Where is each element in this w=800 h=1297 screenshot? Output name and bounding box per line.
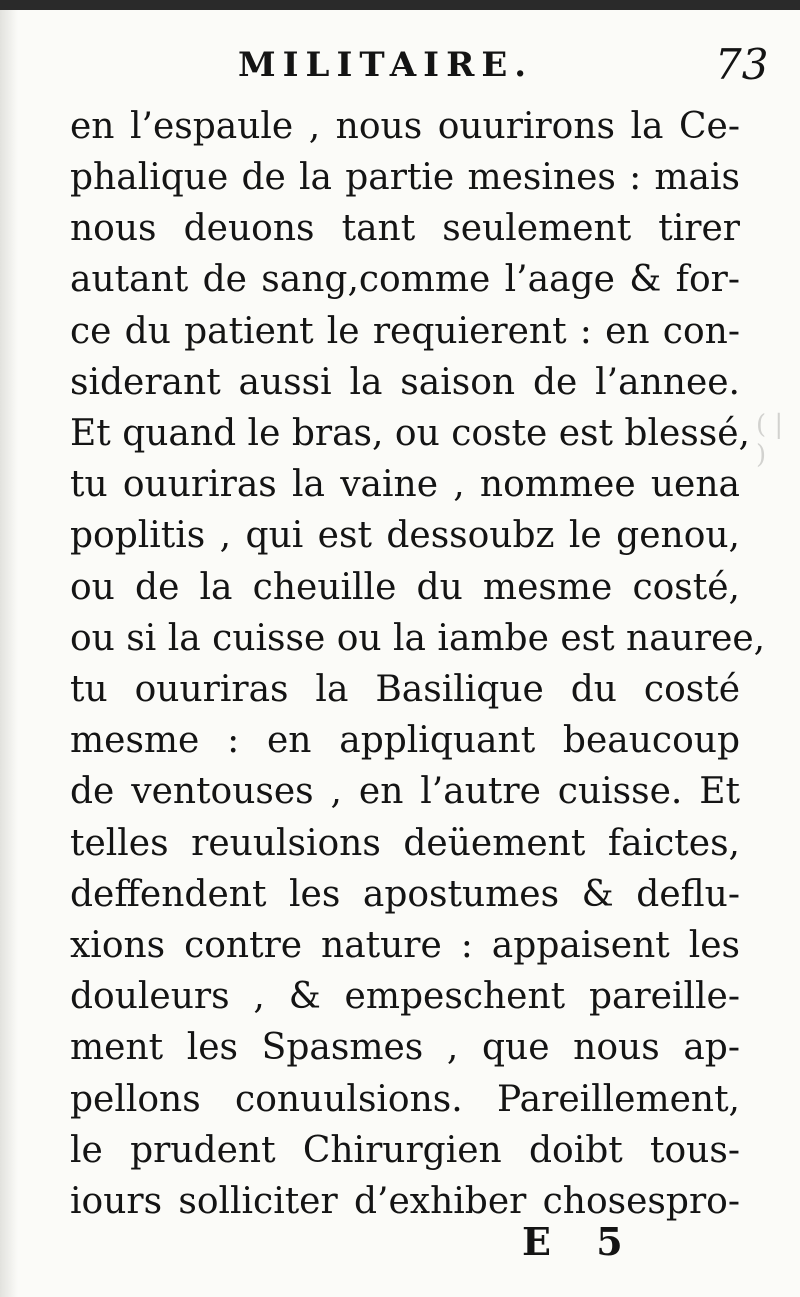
text-line: le prudent Chirurgien doibt tous-	[70, 1130, 740, 1171]
page-number: 73	[715, 40, 769, 89]
signature-mark: E 5	[522, 1219, 639, 1264]
text-line: iours solliciter d’exhiber chosespro-	[70, 1181, 740, 1222]
text-line: ment les Spasmes , que nous ap-	[70, 1027, 740, 1068]
text-line: deffendent les apostumes & deflu-	[70, 874, 740, 915]
text-line: autant de sang,comme l’aage & for-	[70, 259, 740, 300]
text-line: mesme : en appliquant beaucoup	[70, 720, 740, 761]
text-line: Et quand le bras, ou coste est blessé,	[70, 413, 750, 454]
text-line: douleurs , & empeschent pareille-	[70, 976, 740, 1017]
text-line: phalique de la partie mesines : mais	[70, 157, 740, 198]
text-line: ce du patient le requierent : en con-	[70, 311, 740, 352]
text-line: tu ouuriras la vaine , nommee uena	[70, 464, 740, 505]
text-line: nous deuons tant seulement tirer	[70, 208, 740, 249]
text-line: ou de la cheuille du mesme costé,	[70, 567, 740, 608]
text-line: xions contre nature : appaisent les	[70, 925, 740, 966]
show-through-bleed: ( | )	[756, 410, 784, 470]
text-line: pellons conuulsions. Pareillement,	[70, 1079, 740, 1120]
text-line: de ventouses , en l’autre cuisse. Et	[70, 771, 740, 812]
text-line: tu ouuriras la Basilique du costé	[70, 669, 740, 710]
text-line: poplitis , qui est dessoubz le genou,	[70, 515, 740, 556]
running-head: MILITAIRE.	[238, 45, 534, 85]
text-line: siderant aussi la saison de l’annee.	[70, 362, 740, 403]
text-line: en l’espaule , nous ouurirons la Ce-	[70, 106, 740, 147]
text-line: telles reuulsions deüement faictes,	[70, 823, 740, 864]
text-line: ou si la cuisse ou la iambe est nauree,	[70, 618, 766, 659]
